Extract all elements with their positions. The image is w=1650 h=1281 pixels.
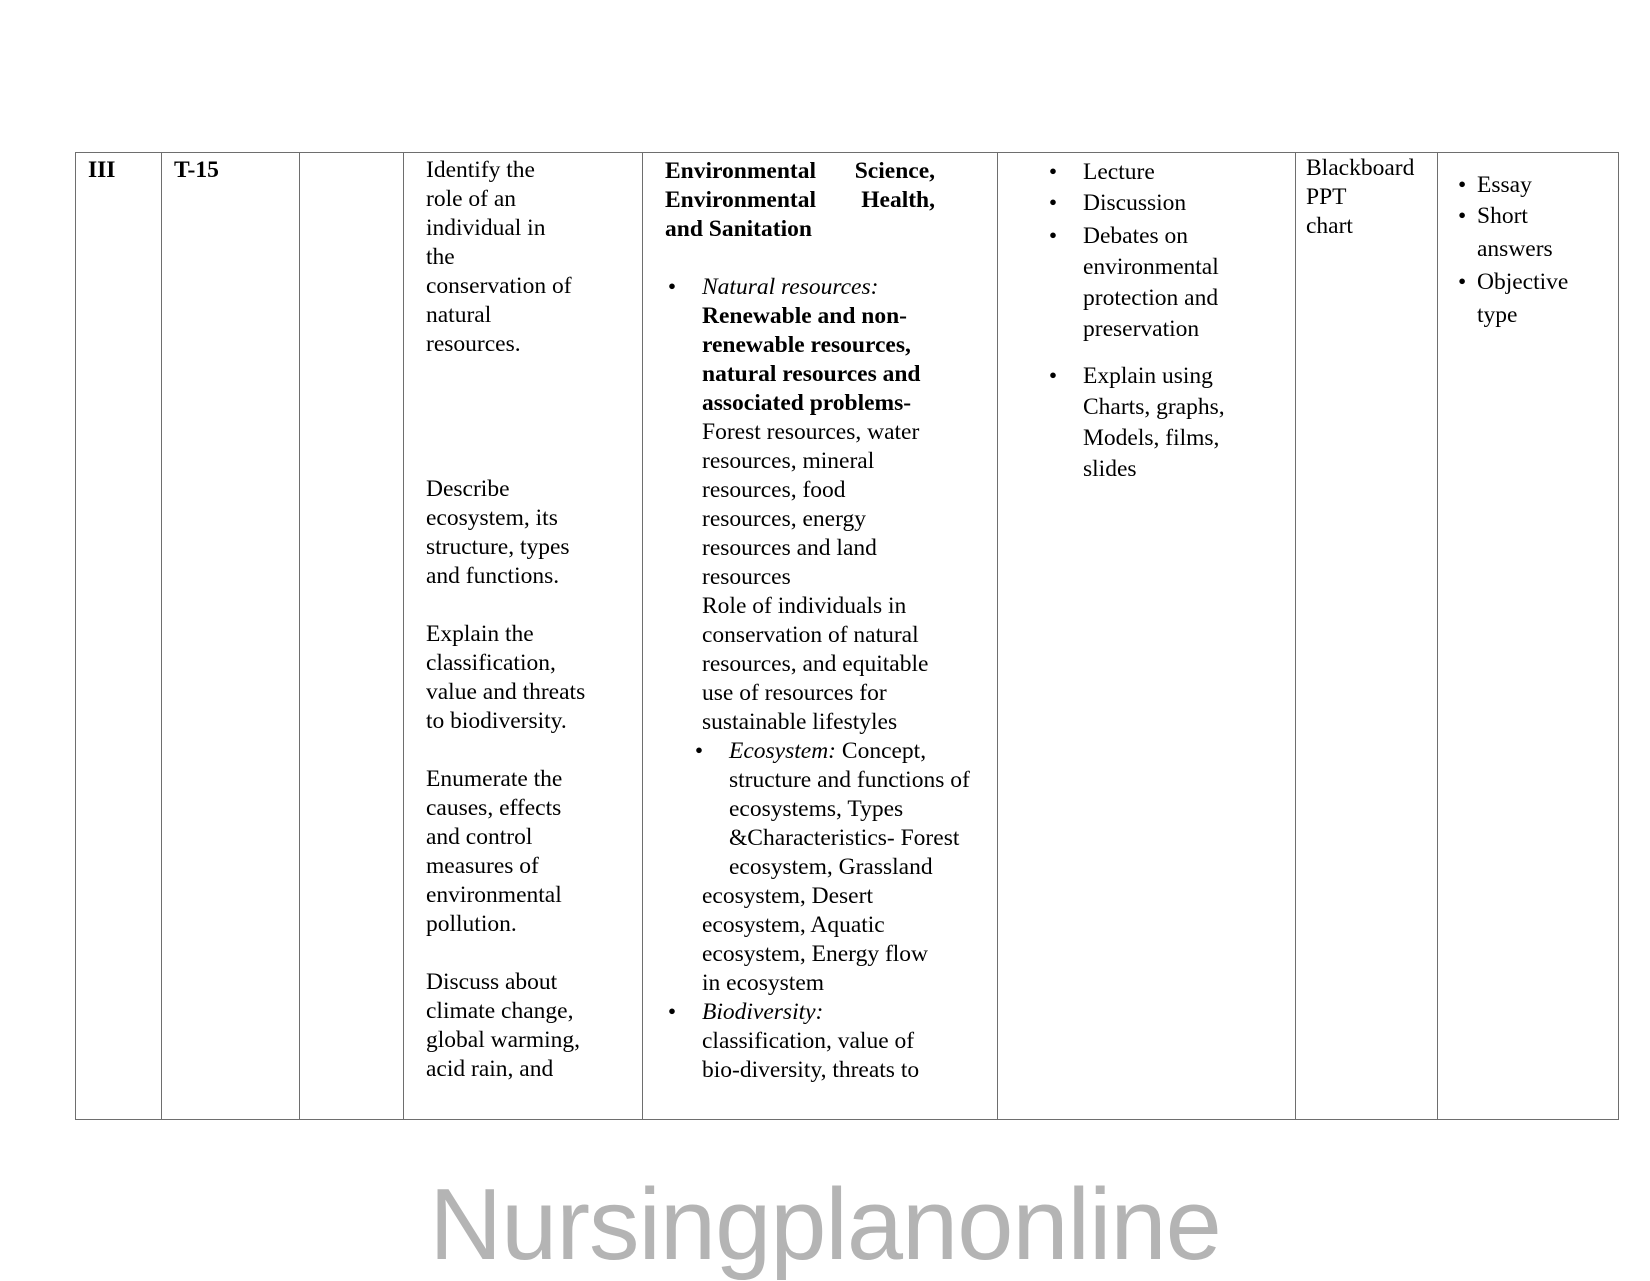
bullet-icon: • xyxy=(1458,172,1467,198)
assessment-cell xyxy=(1438,153,1619,1120)
bullet-icon: • xyxy=(1048,159,1058,185)
topic-bold-text: Renewable and non-renewable resources, natural resources and associated problems- xyxy=(702,303,921,416)
topic-ecosystem xyxy=(665,737,977,882)
assessment-item xyxy=(1458,170,1618,201)
assessment-text: Short xyxy=(1477,203,1528,229)
teaching-aid: chart xyxy=(1306,213,1353,239)
unit-cell xyxy=(76,153,162,1120)
bullet-icon: • xyxy=(667,274,677,300)
topic-text: Concept, structure and functions of ecosystems, Types &Characteristics- Forest ecosystem, Grassland xyxy=(729,738,970,880)
teaching-aid: PPT xyxy=(1306,184,1347,210)
method-item xyxy=(1046,221,1285,345)
heading-text: Health, xyxy=(861,187,935,213)
assessment-text: Objective xyxy=(1477,269,1569,295)
heading-text: Environmental xyxy=(665,187,817,213)
topic-text: classification, value of bio-diversity, threats to xyxy=(702,1028,920,1083)
learning-outcome: Describe ecosystem, its structure, types and functions. xyxy=(426,476,570,589)
learning-outcome: Enumerate the causes, effects and control measures of environmental pollution. xyxy=(426,766,563,937)
method-text: Explain using Charts, graphs, Models, films, slides xyxy=(1083,363,1225,482)
hours-cell xyxy=(162,153,300,1120)
heading-text: Environmental xyxy=(665,158,817,184)
teaching-aids-cell xyxy=(1296,153,1438,1120)
method-text: Debates on environmental protection and preservation xyxy=(1083,223,1219,342)
teaching-methods-cell xyxy=(998,153,1296,1120)
content-heading xyxy=(665,157,935,244)
topic-biodiversity xyxy=(665,998,977,1085)
bullet-icon: • xyxy=(1458,269,1467,295)
method-text: Lecture xyxy=(1083,159,1155,185)
assessment-item xyxy=(1458,201,1618,265)
learning-outcome: Discuss about climate change, global warming, acid rain, and xyxy=(426,969,581,1082)
learning-outcomes-cell xyxy=(404,153,643,1120)
topic-label: Biodiversity: xyxy=(702,999,824,1025)
heading-text: and Sanitation xyxy=(665,216,812,242)
assessment-text: type xyxy=(1477,302,1518,328)
bullet-icon: • xyxy=(1048,223,1058,249)
syllabus-table xyxy=(75,152,1619,1120)
topic-ecosystem-continued: ecosystem, Desert ecosystem, Aquatic ecosystem, Energy flow in ecosystem xyxy=(702,883,929,996)
method-item xyxy=(1046,361,1285,485)
bullet-icon: • xyxy=(1048,190,1058,216)
bullet-icon: • xyxy=(1458,203,1467,229)
content-cell xyxy=(643,153,998,1120)
method-text: Discussion xyxy=(1083,190,1187,216)
assessment-text: answers xyxy=(1477,236,1553,262)
bullet-icon: • xyxy=(1048,363,1058,389)
method-item xyxy=(1046,157,1285,188)
learning-outcome: Identify the role of an individual in the conservation of natural resources. xyxy=(426,157,572,357)
topic-text: Role of individuals in conservation of natural resources, and equitable use of resources for sustainable lifestyles xyxy=(702,593,929,735)
assessment-text: Essay xyxy=(1477,172,1532,198)
hours-value: T-15 xyxy=(174,157,219,183)
teaching-aid: Blackboard xyxy=(1306,155,1415,181)
table-row xyxy=(76,153,1619,1120)
topic-label: Ecosystem: xyxy=(729,738,837,764)
bullet-icon: • xyxy=(667,999,677,1025)
method-item xyxy=(1046,188,1285,219)
heading-text: Science, xyxy=(854,158,935,184)
unit-number: III xyxy=(88,157,116,183)
learning-outcome: Explain the classification, value and threats to biodiversity. xyxy=(426,621,586,734)
bullet-icon: • xyxy=(694,738,704,764)
watermark: Nursingplanonline xyxy=(429,1169,1221,1281)
topic-label: Natural resources: xyxy=(702,274,879,300)
topic-natural-resources xyxy=(665,273,977,737)
assessment-item xyxy=(1458,267,1618,331)
topic-text: Forest resources, water resources, mineral resources, food resources, energy resources and land resources xyxy=(702,419,920,590)
empty-cell xyxy=(300,153,404,1120)
